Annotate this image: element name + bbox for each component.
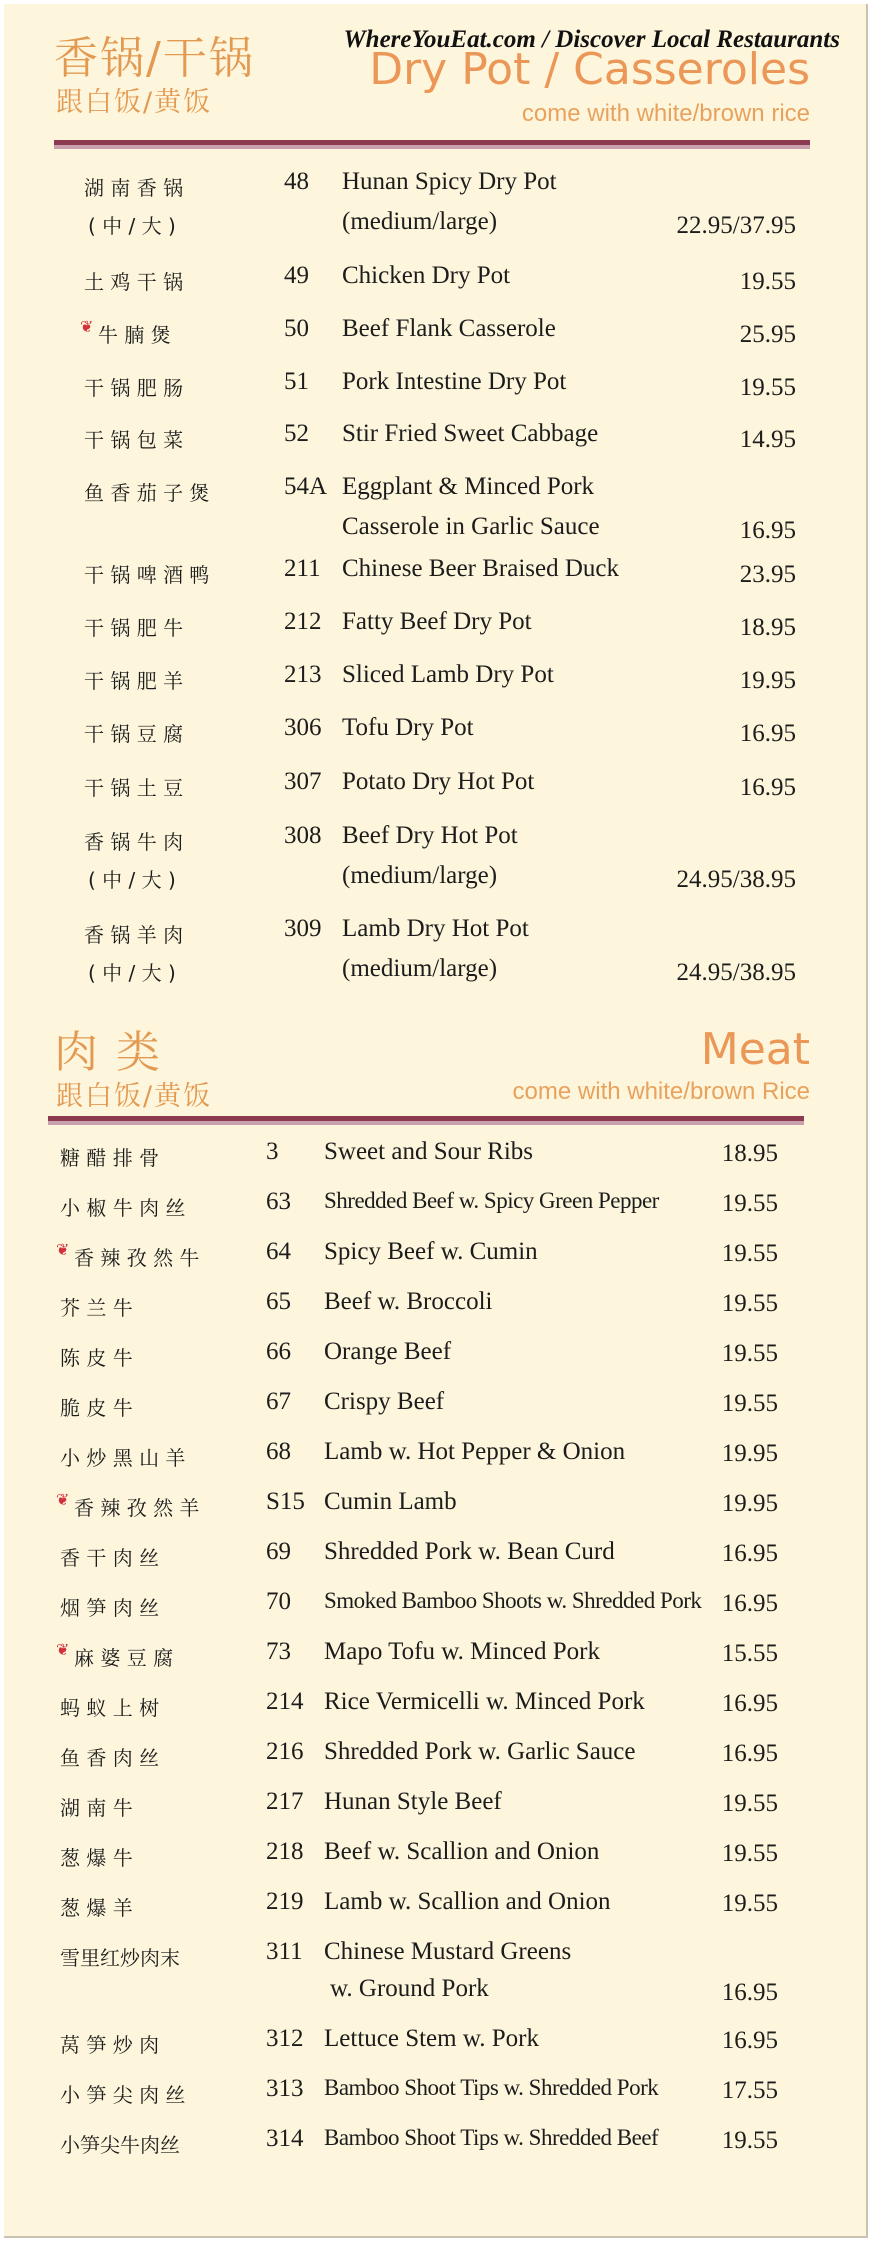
item-number: 211: [284, 555, 321, 582]
item-price: 16.95: [721, 1690, 778, 1717]
item-size-cn: ( 中 / 大 ): [88, 961, 176, 985]
item-number: 217: [266, 1788, 304, 1815]
item-price: 19.55: [721, 1390, 778, 1417]
item-number: 314: [266, 2125, 304, 2152]
item-name-en-line2: (medium/large): [342, 862, 498, 889]
item-name-en: Fatty Beef Dry Pot: [342, 608, 532, 635]
item-name-en: Crispy Beef: [324, 1388, 445, 1415]
item-name-cn: 雪里红炒肉末: [60, 1946, 180, 1970]
item-name-en: Beef Flank Casserole: [342, 315, 556, 342]
dry-pot-subtitle-en: come with white/brown rice: [521, 100, 810, 127]
item-name-cn: 牛 腩 煲: [98, 323, 171, 347]
item-number: 313: [266, 2075, 304, 2102]
item-name-cn: 干 锅 肥 羊: [84, 669, 184, 693]
item-price: 16.95: [721, 1979, 778, 2006]
item-number: 69: [266, 1538, 291, 1565]
item-price: 16.95: [721, 2027, 778, 2054]
item-name-en-line2: w. Ground Pork: [330, 1975, 489, 2002]
item-price: 19.95: [739, 667, 796, 694]
chili-icon: ❦: [80, 319, 94, 336]
item-number: 64: [266, 1238, 291, 1265]
item-name-en: Chinese Mustard Greens: [324, 1938, 572, 1965]
item-price: 14.95: [739, 426, 796, 453]
section-divider: [54, 140, 810, 150]
chili-icon: ❦: [56, 1492, 70, 1509]
item-number: 68: [266, 1438, 291, 1465]
item-name-cn: 糖 醋 排 骨: [60, 1146, 160, 1170]
item-name-en: Lamb w. Hot Pepper & Onion: [324, 1438, 626, 1465]
item-name-cn: 干 锅 土 豆: [84, 776, 184, 800]
dry-pot-title-en: Dry Pot / Casseroles: [369, 44, 810, 95]
item-name-cn: 香 辣 孜 然 羊: [74, 1496, 200, 1520]
item-number: 213: [284, 661, 322, 688]
item-price: 19.55: [721, 1840, 778, 1867]
item-name-en-line2: Casserole in Garlic Sauce: [342, 513, 600, 540]
item-price: 17.55: [721, 2077, 778, 2104]
item-name-en: Rice Vermicelli w. Minced Pork: [324, 1688, 645, 1715]
item-name-cn: 蚂 蚁 上 树: [60, 1696, 160, 1720]
item-name-cn: 小 笋 尖 肉 丝: [60, 2083, 186, 2107]
item-name-en: Orange Beef: [324, 1338, 452, 1365]
item-number: 50: [284, 315, 309, 342]
item-name-cn: 香 辣 孜 然 牛: [74, 1246, 200, 1270]
item-number: 312: [266, 2025, 304, 2052]
item-number: 51: [284, 368, 309, 395]
item-number: 67: [266, 1388, 291, 1415]
item-name-cn: 葱 爆 牛: [60, 1846, 133, 1870]
item-name-en: Hunan Spicy Dry Pot: [342, 168, 557, 195]
item-name-en: Chicken Dry Pot: [342, 262, 511, 289]
item-price: 23.95: [739, 561, 796, 588]
item-name-en: Tofu Dry Pot: [342, 714, 474, 741]
item-name-en: Shredded Pork w. Bean Curd: [324, 1538, 615, 1565]
item-price: 19.55: [721, 1240, 778, 1267]
item-name-en: Lettuce Stem w. Pork: [324, 2025, 540, 2052]
item-price: 16.95: [739, 720, 796, 747]
meat-title-cn: 肉 类: [54, 1027, 162, 1078]
item-name-en-line2: (medium/large): [342, 208, 498, 235]
item-price: 19.55: [721, 1890, 778, 1917]
item-number: 66: [266, 1338, 291, 1365]
item-name-en: Hunan Style Beef: [324, 1788, 502, 1815]
item-number: 49: [284, 262, 309, 289]
item-name-cn: 干 锅 肥 肠: [84, 376, 184, 400]
item-name-en: Beef w. Scallion and Onion: [324, 1838, 600, 1865]
item-number: 48: [284, 168, 309, 195]
item-price: 19.55: [739, 374, 796, 401]
section-divider: [48, 1116, 804, 1126]
item-number: 63: [266, 1188, 291, 1215]
item-name-en: Smoked Bamboo Shoots w. Shredded Pork: [324, 1588, 702, 1613]
item-price: 18.95: [739, 614, 796, 641]
item-name-cn: 土 鸡 干 锅: [84, 270, 184, 294]
item-number: 311: [266, 1938, 303, 1965]
item-name-en: Sweet and Sour Ribs: [324, 1138, 534, 1165]
item-number: 216: [266, 1738, 304, 1765]
meat-subtitle-en: come with white/brown Rice: [512, 1078, 810, 1105]
item-size-cn: ( 中 / 大 ): [88, 868, 176, 892]
item-name-cn: 干 锅 啤 酒 鸭: [84, 563, 210, 587]
item-price: 19.55: [721, 1790, 778, 1817]
item-price: 16.95: [721, 1590, 778, 1617]
item-name-cn: 香 锅 牛 肉: [84, 830, 184, 854]
item-price: 24.95/38.95: [676, 959, 796, 986]
item-name-cn: 湖 南 牛: [60, 1796, 133, 1820]
item-name-cn: 脆 皮 牛: [60, 1396, 133, 1420]
item-number: 308: [284, 822, 322, 849]
item-number: 307: [284, 768, 322, 795]
chili-icon: ❦: [56, 1242, 70, 1259]
item-number: 65: [266, 1288, 291, 1315]
item-number: 54A: [284, 473, 328, 500]
item-price: 25.95: [739, 321, 796, 348]
item-number: 70: [266, 1588, 291, 1615]
meat-subtitle-cn: 跟白饭/黄饭: [56, 1081, 213, 1112]
item-name-en: Bamboo Shoot Tips w. Shredded Pork: [324, 2075, 659, 2100]
item-name-cn: 干 锅 肥 牛: [84, 616, 184, 640]
item-name-en: Spicy Beef w. Cumin: [324, 1238, 538, 1265]
item-name-en-line2: (medium/large): [342, 955, 498, 982]
item-name-cn: 鱼 香 茄 子 煲: [84, 481, 210, 505]
item-name-en: Lamb w. Scallion and Onion: [324, 1888, 611, 1915]
item-price: 16.95: [739, 774, 796, 801]
item-number: 214: [266, 1688, 304, 1715]
item-name-cn: 鱼 香 肉 丝: [60, 1746, 160, 1770]
item-name-cn: 干 锅 豆 腐: [84, 722, 184, 746]
item-name-en: Cumin Lamb: [324, 1488, 457, 1515]
item-price: 16.95: [721, 1740, 778, 1767]
dry-pot-title-cn: 香锅/干锅: [54, 33, 255, 84]
menu-page: [4, 4, 868, 2238]
item-name-cn: 香 干 肉 丝: [60, 1546, 160, 1570]
watermark: WhereYouEat.com / Discover Local Restaurants: [343, 26, 840, 53]
item-name-en: Beef Dry Hot Pot: [342, 822, 518, 849]
item-name-en: Stir Fried Sweet Cabbage: [342, 420, 599, 447]
item-price: 19.55: [721, 1190, 778, 1217]
item-name-cn: 湖 南 香 锅: [84, 176, 184, 200]
item-name-en: Bamboo Shoot Tips w. Shredded Beef: [324, 2125, 659, 2150]
item-price: 19.55: [739, 268, 796, 295]
item-name-en: Sliced Lamb Dry Pot: [342, 661, 554, 688]
item-price: 18.95: [721, 1140, 778, 1167]
item-name-en: Mapo Tofu w. Minced Pork: [324, 1638, 601, 1665]
meat-title-en: Meat: [700, 1024, 810, 1075]
chili-icon: ❦: [56, 1642, 70, 1659]
item-price: 19.55: [721, 1290, 778, 1317]
item-price: 22.95/37.95: [676, 212, 796, 239]
item-name-en: Pork Intestine Dry Pot: [342, 368, 567, 395]
item-name-cn: 烟 笋 肉 丝: [60, 1596, 160, 1620]
item-number: 73: [266, 1638, 291, 1665]
item-number: 52: [284, 420, 309, 447]
item-name-cn: 陈 皮 牛: [60, 1346, 133, 1370]
item-price: 16.95: [721, 1540, 778, 1567]
item-name-cn: 莴 笋 炒 肉: [60, 2033, 160, 2057]
item-name-cn: 小笋尖牛肉丝: [60, 2133, 180, 2157]
item-name-cn: 麻 婆 豆 腐: [74, 1646, 174, 1670]
item-number: 219: [266, 1888, 304, 1915]
item-price: 19.55: [721, 2127, 778, 2154]
item-name-en: Lamb Dry Hot Pot: [342, 915, 529, 942]
item-price: 19.95: [721, 1490, 778, 1517]
item-name-en: Shredded Pork w. Garlic Sauce: [324, 1738, 636, 1765]
item-number: 306: [284, 714, 322, 741]
item-price: 19.55: [721, 1340, 778, 1367]
item-size-cn: ( 中 / 大 ): [88, 214, 176, 238]
item-number: 212: [284, 608, 322, 635]
item-name-en: Chinese Beer Braised Duck: [342, 555, 620, 582]
item-name-en: Eggplant & Minced Pork: [342, 473, 595, 500]
item-price: 16.95: [739, 517, 796, 544]
item-price: 24.95/38.95: [676, 866, 796, 893]
item-name-cn: 葱 爆 羊: [60, 1896, 133, 1920]
item-name-cn: 干 锅 包 菜: [84, 428, 184, 452]
item-price: 15.55: [721, 1640, 778, 1667]
item-name-cn: 小 椒 牛 肉 丝: [60, 1196, 186, 1220]
item-number: S15: [266, 1488, 305, 1515]
dry-pot-subtitle-cn: 跟白饭/黄饭: [56, 87, 213, 118]
item-number: 3: [266, 1138, 279, 1165]
item-name-cn: 香 锅 羊 肉: [84, 923, 184, 947]
item-name-en: Potato Dry Hot Pot: [342, 768, 535, 795]
item-number: 218: [266, 1838, 304, 1865]
item-name-en: Beef w. Broccoli: [324, 1288, 493, 1315]
item-name-cn: 芥 兰 牛: [60, 1296, 133, 1320]
item-price: 19.95: [721, 1440, 778, 1467]
item-name-en: Shredded Beef w. Spicy Green Pepper: [324, 1188, 659, 1213]
item-name-cn: 小 炒 黑 山 羊: [60, 1446, 186, 1470]
item-number: 309: [284, 915, 322, 942]
